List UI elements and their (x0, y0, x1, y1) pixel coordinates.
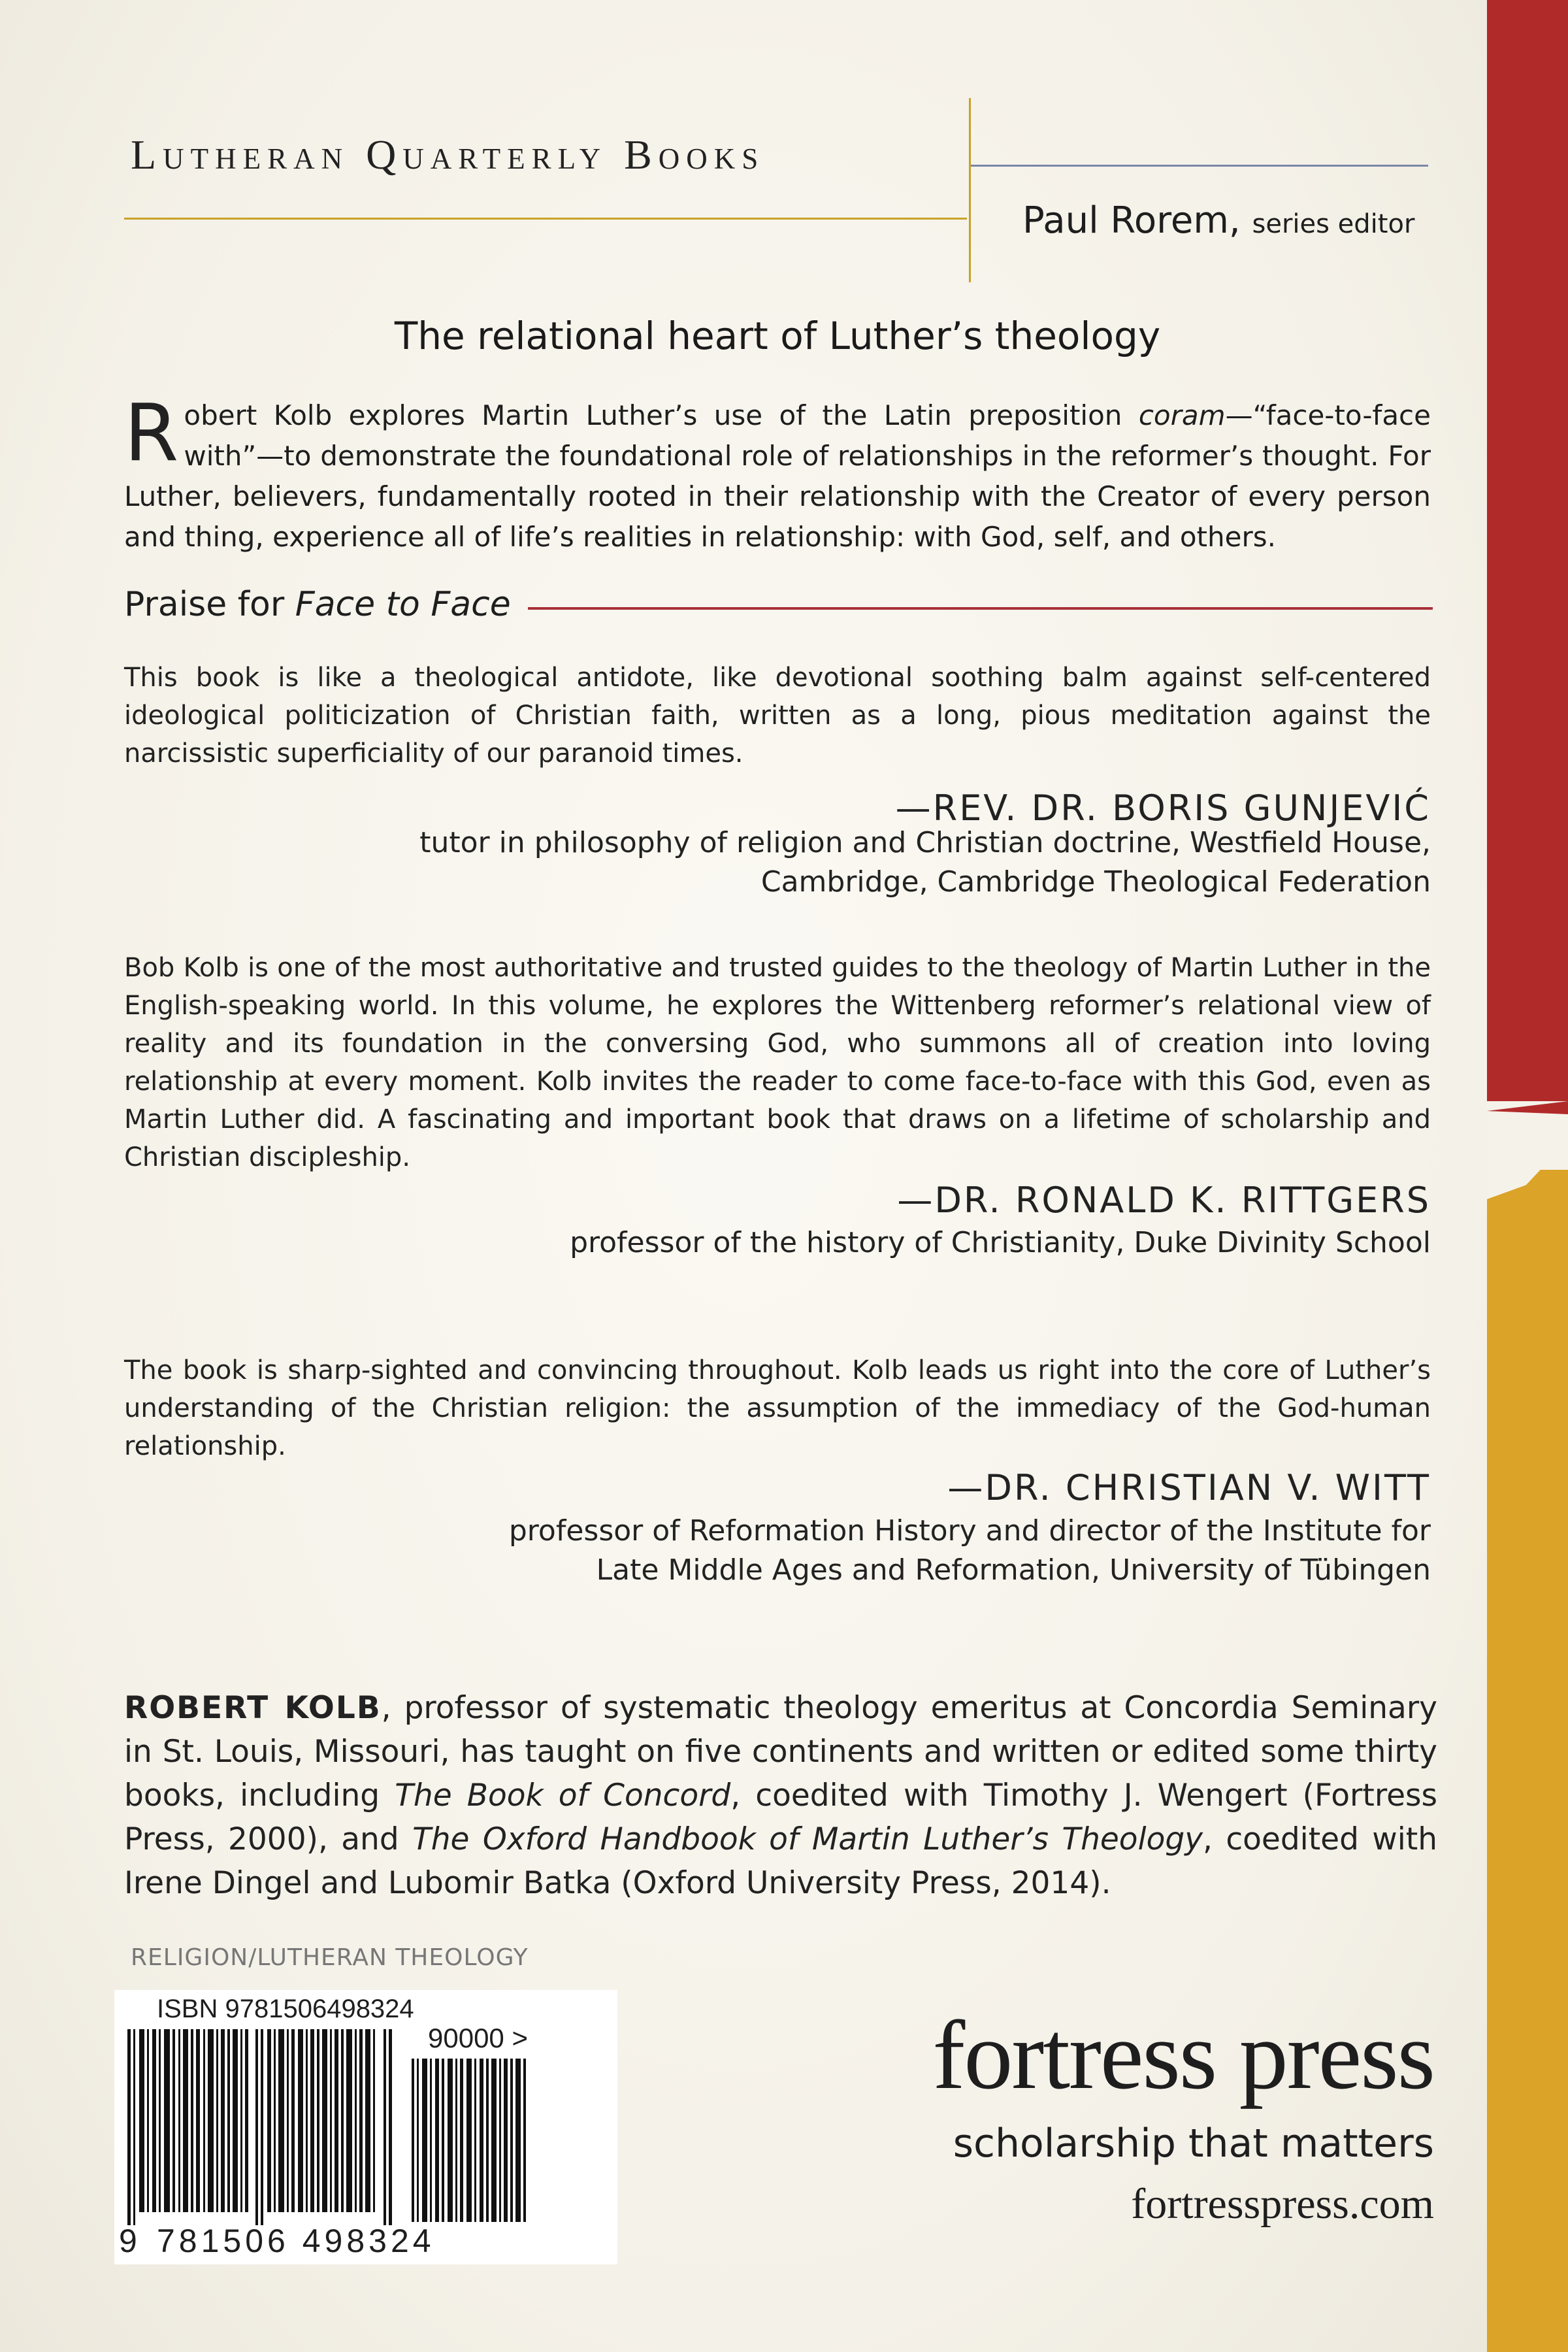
praise-quote-1: This book is like a theological antidote, like devotional soothing balm against self-centered ideological politicization of Christian faith, written as a long, pious meditation against the narcissistic superficiality of our paranoid times. (124, 663, 1431, 769)
quote-2-affiliation (0, 1223, 1431, 1263)
quote-3-affiliation (0, 1512, 1431, 1590)
intro-latin-word: coram (1138, 399, 1226, 431)
author-name: ROBERT KOLB (124, 1690, 382, 1726)
dropcap: R (124, 388, 179, 479)
editor-name: Paul Rorem, (1022, 199, 1241, 242)
red-edge-band (1487, 0, 1568, 1111)
quote-1-affiliation (0, 823, 1431, 902)
band-notch (1487, 1101, 1568, 1258)
intro-text-b: —“face-to-face with”—to demonstrate the foundational role of relationships in the reformer’s thought. For Luther, believers, fundamentally rooted in their relationship with the Creator of every person and thing, experience all of life’s realities in relationship: with God, self, and others. (124, 399, 1431, 553)
publisher-name: fortress press (932, 2001, 1434, 2110)
series-gold-rule (124, 218, 967, 220)
bio-book-2: The Oxford Handbook of Martin Luther’s Theology (412, 1821, 1203, 1857)
quote-3-affiliation-line-1: professor of Reformation History and director of the Institute for (508, 1514, 1431, 1548)
praise-quote-2: Bob Kolb is one of the most authoritative and trusted guides to the theology of Martin Luther in the English-speaking world. In this volume, he explores the Wittenberg reformer’s relational view of reality and its foundation in the conversing God, who summons all of creation into loving relationship at every moment. Kolb invites the reader to come face-to-face with this God, even as Martin Luther did. A fascinating and important book that draws on a lifetime of scholarship and Christian discipleship. (124, 953, 1431, 1172)
series-blue-rule (971, 165, 1428, 167)
series-title: Lutheran Quarterly Books (131, 131, 765, 178)
quote-2-attribution: —DR. RONALD K. RITTGERS (897, 1180, 1431, 1221)
bio-text-3: , coedited with Irene Dingel and Lubomir Batka (Oxford University Press, 2014). (124, 1821, 1437, 1901)
praise-red-rule (528, 607, 1433, 610)
series-vertical-gold-rule (969, 98, 971, 282)
praise-heading (124, 585, 511, 624)
barcode-digits: 781506 498324 (157, 2223, 435, 2259)
praise-heading-prefix: Praise for (124, 585, 295, 624)
price-barcode-icon (412, 2059, 529, 2222)
headline: The relational heart of Luther’s theology (394, 314, 1161, 358)
subject-category: RELIGION/LUTHERAN THEOLOGY (131, 1944, 529, 1971)
gold-edge-band (1487, 1170, 1568, 2352)
quote-1-attribution: —REV. DR. BORIS GUNJEVIĆ (895, 787, 1431, 829)
bio-text-2: , coedited with Timothy J. Wengert (Fortress Press, 2000), and (124, 1778, 1437, 1857)
intro-paragraph (124, 388, 1431, 557)
intro-text-a: obert Kolb explores Martin Luther’s use of the Latin preposition (184, 399, 1139, 431)
isbn-label: ISBN 9781506498324 (157, 1995, 414, 2023)
quote-2-affiliation-line-1: professor of the history of Christianity, Duke Divinity School (570, 1226, 1431, 1259)
barcode-icon (127, 2029, 402, 2225)
editor-role: series editor (1252, 209, 1415, 239)
publisher-url: fortresspress.com (1131, 2180, 1434, 2228)
bio-book-1: The Book of Concord (395, 1778, 731, 1814)
quote-1-affiliation-line-1: tutor in philosophy of religion and Christian doctrine, Westfield House, (419, 826, 1431, 859)
price-code: 90000 > (428, 2023, 528, 2053)
bio-text-1: , professor of systematic theology emeritus at Concordia Seminary in St. Louis, Missouri, has taught on five continents and written or edited some thirty books, including (124, 1690, 1437, 1814)
praise-heading-title: Face to Face (295, 585, 511, 624)
series-editor (1022, 199, 1414, 242)
publisher-tagline: scholarship that matters (953, 2121, 1434, 2166)
quote-1-affiliation-line-2: Cambridge, Cambridge Theological Federation (760, 865, 1431, 899)
quote-3-attribution: —DR. CHRISTIAN V. WITT (947, 1467, 1431, 1508)
barcode-first-digit: 9 (119, 2223, 137, 2259)
author-bio (124, 1686, 1437, 1905)
praise-quote-3: The book is sharp-sighted and convincing throughout. Kolb leads us right into the core of Luther’s understanding of the Christian religion: the assumption of the immediacy of the God-human relationship. (124, 1355, 1431, 1461)
quote-3-affiliation-line-2: Late Middle Ages and Reformation, University of Tübingen (596, 1553, 1431, 1587)
